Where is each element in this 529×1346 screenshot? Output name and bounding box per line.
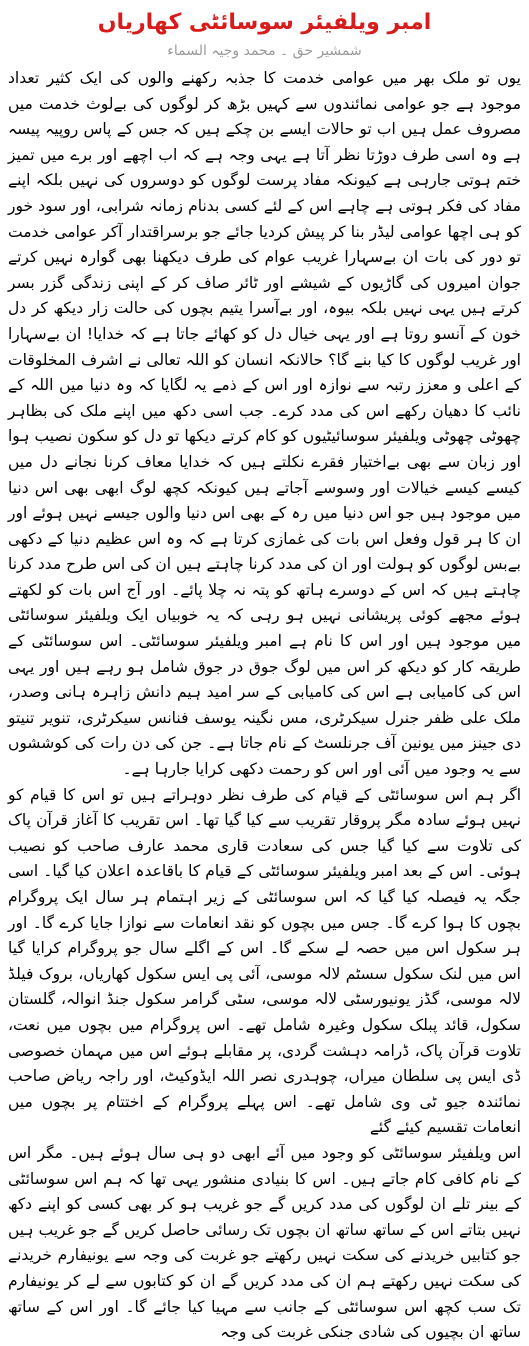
article-body — [8, 66, 521, 1346]
article-paragraph: اگر ہم اس سوسائٹی کے قیام کی طرف نظر دوہراتے ہیں تو اس کا قیام کو نہیں ہوئے سادہ مگر پروقار تقریب سے کیا گیا تھا۔ اس تقریب کا آغاز قرآن پاک کی تلاوت سے کیا گیا جس کی سعادت قاری محمد عارف صاحب کو نصیب ہوئی۔ اس کے بعد امبر ویلفیئر سوسائٹی کے قیام کا باقاعدہ اعلان کیا گیا۔ اسی جگہ یہ فیصلہ کیا گیا کہ اس سوسائٹی کے زیر اہتمام ہر سال ایک پروگرام بچوں کا ہوا کرے گا۔ جس میں بچوں کو نقد انعامات سے نوازا جایا کرے گا۔ اور ہر سکول اس میں حصہ لے سکے گا۔ اس کے اگلے سال جو پروگرام کرایا گیا اس میں لنک سکول سسٹم لالہ موسی، آئی پی ایس سکول کھاریاں، بروک فیلڈ لالہ موسی، گڈز یونیورسٹی لالہ موسی، سٹی گرامر سکول جنڈ انوالہ، گلستان سکول، قائد پبلک سکول وغیرہ شامل تھے۔ اس پروگرام میں بچوں میں نعت، تلاوت قرآن پاک، ڈرامہ دہشت گردی، پر مقابلے ہوئے اس میں مہمان خصوصی ڈی ایس پی سلطان میراں، چوہدری نصر اللہ ایڈوکیٹ، اور راجہ ریاض صاحب نمائندہ جیو ٹی وی شامل تھے۔ اس پہلے پروگرام کے اختتام پر بچوں میں انعامات تقسیم کیئے گئے — [8, 785, 521, 1137]
article-title: امبر ویلفیئر سوسائٹی کھاریاں — [97, 10, 432, 35]
article-paragraph: یوں تو ملک بھر میں عوامی خدمت کا جذبہ رکھنے والوں کی ایک کثیر تعداد موجود ہے جو عوامی نمائندوں سے کہیں بڑھ کر لوگوں کی بےلوث خدمت میں مصروف عمل ہیں اب تو حالات ایسے بن چکے ہیں کہ جس کے پاس روپیہ پیسہ ہے وہ اسی طرف دوڑتا نظر آتا ہے یہی وجہ ہے کہ اب اچھے اور برے میں تمیز ختم ہوتی جارہی ہے کیونکہ مفاد پرست لوگوں کو دوسروں کی نہیں بلکہ اپنے مفاد کی فکر ہوتی ہے چاہے اس کے لئے کسی بدنام زمانہ شرابی، اور سود خور کو ہی اچھا عوامی لیڈر بنا کر پیش کردیا جائے جو برسراقتدار آکر عوامی خدمت تو دور کی بات ان بےسہارا غریب عوام کی طرف دیکھنا بھی گوارہ نہیں کرتے جوان امیروں کی گاڑیوں کے شیشے اور ٹائر صاف کر کے اپنی زندگی گزر بسر کرتے ہیں یہی نہیں بلکہ بیوہ، اور بےآسرا یتیم بچوں کی حالت زار دیکھ کر دل خون کے آنسو روتا ہے اور یہی خیال دل کو کھائے جاتا ہے کہ خدایا! ان بےسہارا اور غریب لوگوں کا کیا بنے گا؟ حالانکہ انسان کو اللہ تعالی نے اشرف المخلوقات کے اعلی و معزز رتبہ سے نوازہ اور اس کے ذمے یہ لگایا کہ وہ دنیا میں اللہ کے نائب کا دھیان رکھے اس کی مدد کرے۔ جب اسی دکھ میں اپنے ملک کی بظاہر چھوٹی چھوٹی ویلفیئر سوسائیٹیوں کو کام کرتے دیکھا تو دل کو سکون نصیب ہوا اور زبان سے بھی بےاختیار فقرے نکلتے ہیں کہ خدایا معاف کرنا نجانے دل میں کیسے کیسے خیالات اور وسوسے آجاتے ہیں کیونکہ کچھ لوگ ابھی بھی اس دنیا میں موجود ہیں جو اس دنیا میں رہ کے بھی اس دنیا والوں جیسے نہیں ہوئے اور ان کا ہر قول وفعل اس بات کی غمازی کرتا ہے کہ وہ اس عظیم دنیا کے دکھی بےبس لوگوں کو ہولت اور ان کی مدد کرنا چاہتے ہیں ان کی اس طرح مدد کرنا چاہتے ہیں کہ اس کے دوسرے ہاتھ کو پتہ نہ چلا پائے۔ اور آج اس بات کو لکھتے ہوئے مجھے کوئی پریشانی نہیں ہو رہی کہ یہ خوبیاں ایک ویلفیئر سوسائٹی میں موجود ہیں اور اس کا نام ہے امبر ویلفیئر سوسائٹی۔ اس سوسائٹی کے طریقہ کار کو دیکھ کر اس میں لوگ جوق در جوق شامل ہو رہے ہیں اور یہی اس کی کامیابی ہے اس کی کامیابی کے سر امید ہیم دانش زاہرہ ہانی وصدر، ملک علی ظفر جنرل سیکرٹری، مس نگینہ یوسف فنانس سیکرٹری، تنویر تنیتو دی جینز میں یونین آف جرنلسٹ کے نام جاتا ہے۔ جن کی دن رات کی کوششوں سے یہ وجود میں آئی اور اس کو رحمت دکھی کرایا جارہا ہے۔ — [8, 69, 521, 779]
article-byline: شمشیر حق ۔ محمد وجیہ السماء — [167, 43, 362, 59]
article-paragraph: اس ویلفیئر سوسائٹی کو وجود میں آئے ابھی دو ہی سال ہوئے ہیں۔ مگر اس کے نام کافی کام جاتے ہیں۔ اس کا بنیادی منشور یہی تھا کہ ہم اس سوسائٹی کے بینر تلے ان لوگوں کی مدد کریں گے جو غریب ہو کر بھی کسی کو اپنے دکھ نہیں بتاتے اس کے ساتھ ساتھ ان بچوں تک رسائی حاصل کریں گے جو غریب ہیں جو کتابیں خریدنے کی سکت نہیں رکھتے جو غربت کی وجہ سے یونیفارم خریدنے کی سکت نہیں رکھتے ہم ان کی مدد کریں گے ان کو کتابوں سے لے کر یونیفارم تک سب کچھ اس سوسائٹی کے جانب سے مہیا کیا جائے گا۔ اور اس کے ساتھ ساتھ ان بچیوں کی شادی جنکی غربت کی وجہ — [8, 1143, 521, 1342]
